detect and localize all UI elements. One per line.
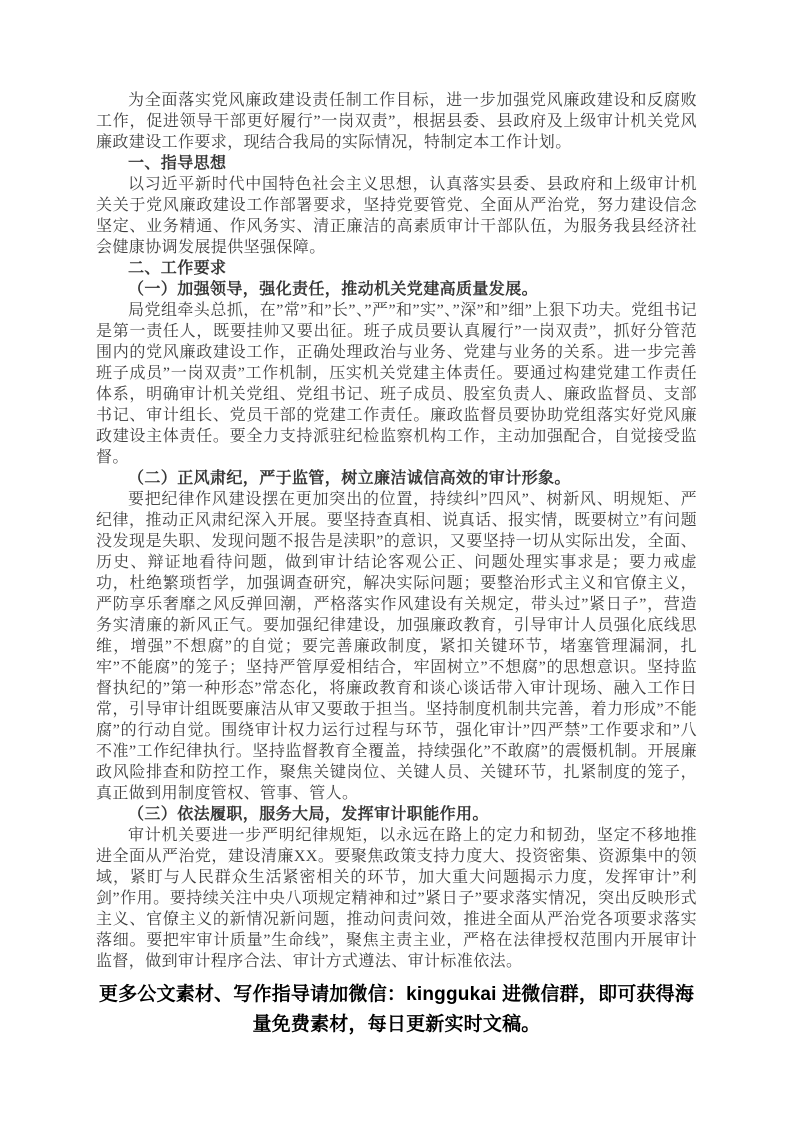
section-2-sub-1-paragraph: 局党组牵头总抓，在”常”和”长”、”严”和”实”、”深”和”细”上狠下功夫。党组书记是第一责任人，既要挂帅又要出征。班子成员要认真履行”一岗双责”，抓好分管范围内的党风廉政建设工作，正确处理政治与业务、党建与业务的关系。进一步完善班子成员”一岗双责”工作机制，压实机关党建主体责任。要通过构建党建工作责任体系，明确审计机关党组、党组书记、班子成员、股室负责人、廉政监督员、支部书记、审计组长、党员干部的党建工作责任。廉政监督员要协助党组落实好党风廉政建设主体责任。要全力支持派驻纪检监察机构工作，主动加强配合，自觉接受监督。 [96,302,697,466]
section-2-sub-1-heading: （一）加强领导，强化责任，推动机关党建高质量发展。 [128,281,539,298]
promo-footer-note: 更多公文素材、写作指导请加微信：kinggukai 进微信群，即可获得海量免费素材，每日更新实时文稿。 [98,984,695,1035]
intro-paragraph: 为全面落实党风廉政建设责任制工作目标，进一步加强党风廉政建设和反腐败工作，促进领导干部更好履行”一岗双责”，根据县委、县政府及上级审计机关党风廉政建设工作要求，现结合我局的实际情况，特制定本工作计划。 [96,92,697,151]
section-2-sub-3-paragraph: 审计机关要进一步严明纪律规矩，以永远在路上的定力和韧劲，坚定不移地推进全面从严治党，建设清廉XX。要聚焦政策支持力度大、投资密集、资源集中的领域，紧盯与人民群众生活紧密相关的环节，加大重大问题揭示力度，发挥审计”利剑”作用。要持续关注中央八项规定精神和过”紧日子”要求落实情况，突出反映形式主义、官僚主义的新情况新问题，推动问责问效，推进全面从严治党各项要求落实落细。要把牢审计质量”生命线”，聚焦主责主业，严格在法律授权范围内开展审计监督，做到审计程序合法、审计方式遵法、审计标准依法。 [96,827,697,970]
section-1-heading: 一、指导思想 [128,155,227,172]
section-1-paragraph: 以习近平新时代中国特色社会主义思想，认真落实县委、县政府和上级审计机关关于党风廉政建设工作部署要求，坚持党要管党、全面从严治党，努力建设信念坚定、业务精通、作风务实、清正廉洁的高素质审计干部队伍，为服务我县经济社会健康协调发展提供坚强保障。 [96,176,697,256]
section-2-sub-3-heading: （三）依法履职，服务大局，发挥审计职能作用。 [128,806,489,823]
section-2-heading: 二、工作要求 [128,260,227,277]
document-body [96,90,697,972]
section-2-sub-2-paragraph: 要把纪律作风建设摆在更加突出的位置，持续纠”四风”、树新风、明规矩、严纪律，推动正风肃纪深入开展。要坚持查真相、说真话、报实情，既要树立”有问题没发现是失职、发现问题不报告是渎职”的意识，又要坚持一切从实际出发，全面、历史、辩证地看待问题，做到审计结论客观公正、问题处理实事求是；要力戒虚功，杜绝繁琐哲学，加强调查研究，解决实际问题；要整治形式主义和官僚主义，严防享乐奢靡之风反弹回潮，严格落实作风建设有关规定，带头过”紧日子”，营造务实清廉的新风正气。要加强纪律建设，加强廉政教育，引导审计人员强化底线思维，增强”不想腐”的自觉；要完善廉政制度，紧扣关键环节，堵塞管理漏洞，扎牢”不能腐”的笼子；坚持严管厚爱相结合，牢固树立”不想腐”的思想意识。坚持监督执纪的”第一种形态”常态化，将廉政教育和谈心谈话带入审计现场、融入工作日常，引导审计组既要廉洁从审又要敢于担当。坚持制度机制共完善，着力形成”不能腐”的行动自觉。围绕审计权力运行过程与环节，强化审计”四严禁”工作要求和”八不准”工作纪律执行。坚持监督教育全覆盖，持续强化”不敢腐”的震慑机制。开展廉政风险排查和防控工作，聚焦关键岗位、关键人员、关键环节，扎紧制度的笼子，真正做到用制度管权、管事、管人。 [96,491,697,802]
section-2-sub-2-heading: （二）正风肃纪，严于监管，树立廉洁诚信高效的审计形象。 [128,470,571,487]
